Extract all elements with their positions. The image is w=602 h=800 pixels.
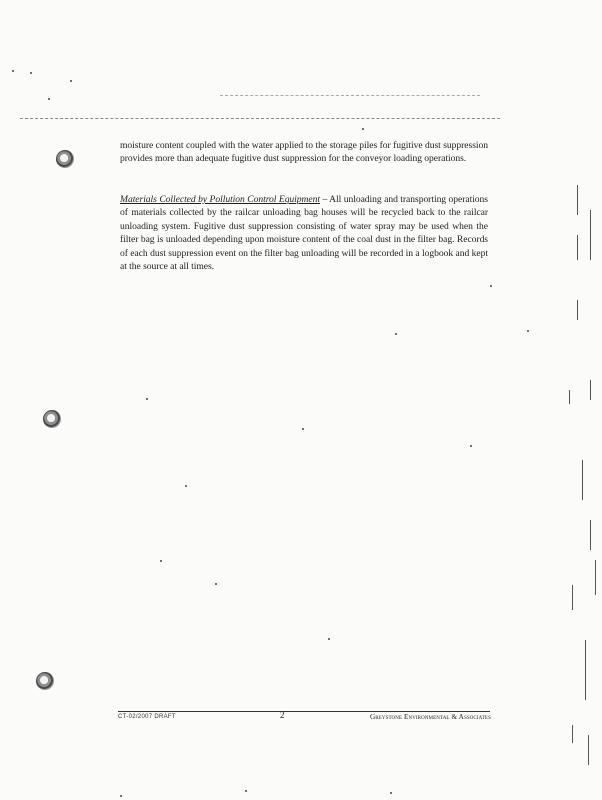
scan-artifact-edge-mark — [590, 210, 591, 260]
scan-speck — [146, 398, 148, 400]
footer-rule — [118, 711, 490, 712]
punch-hole-top — [56, 150, 74, 168]
scan-artifact-header-rule — [220, 95, 480, 96]
scan-artifact-edge-mark — [569, 390, 570, 404]
scan-speck — [30, 72, 32, 74]
scan-speck — [395, 333, 397, 335]
paragraph-pollution-control — [120, 193, 488, 273]
scan-artifact-edge-mark — [585, 640, 586, 700]
scan-artifact-edge-mark — [588, 735, 589, 765]
scan-speck — [245, 790, 247, 792]
scan-artifact-edge-mark — [590, 520, 591, 550]
scan-speck — [120, 795, 122, 797]
scan-speck — [70, 80, 72, 82]
scan-speck — [328, 638, 330, 640]
footer-document-id: CT-02/2007 DRAFT — [118, 714, 176, 720]
scan-artifact-edge-mark — [577, 185, 578, 215]
punch-hole-middle — [43, 410, 61, 428]
scan-artifact-edge-mark — [572, 725, 573, 743]
scan-speck — [302, 428, 304, 430]
scan-artifact-edge-mark — [572, 585, 573, 610]
paragraph-heading: Materials Collected by Pollution Control Equipment — [120, 194, 320, 205]
paragraph-body: – All unloading and transporting operations of materials collected by the railcar unloading bag houses will be recycled back to the railcar unloading system. Fugitive dust suppression consisting of water spray may be used when the filter bag is unloaded depending upon moisture content of the coal dust in the filter bag. Records of each dust suppression event on the filter bag unloading will be recorded in a logbook and kept at the source at all times. — [120, 194, 488, 273]
scan-speck — [390, 792, 392, 794]
scan-speck — [470, 445, 472, 447]
scan-speck — [185, 485, 187, 487]
footer-page-number: 2 — [280, 710, 285, 720]
scan-speck — [490, 285, 492, 287]
scan-artifact-edge-mark — [577, 235, 578, 260]
paragraph-fugitive-dust: moisture content coupled with the water applied to the storage piles for fugitive dust suppression provides more than adequate fugitive dust suppression for the conveyor loading operations. — [120, 140, 488, 165]
punch-hole-bottom — [36, 672, 54, 690]
scan-artifact-edge-mark — [582, 460, 583, 500]
scan-artifact-edge-mark — [595, 560, 596, 595]
scan-speck — [215, 583, 217, 585]
scan-speck — [12, 70, 14, 72]
scan-speck — [527, 330, 529, 332]
scan-speck — [160, 560, 162, 562]
scan-speck — [362, 128, 364, 130]
scan-artifact-top-rule — [20, 118, 500, 119]
footer-company: Greystone Environmental & Associates — [370, 713, 491, 721]
scan-artifact-edge-mark — [577, 300, 578, 320]
scan-speck — [48, 98, 50, 100]
scan-artifact-edge-mark — [590, 380, 591, 400]
